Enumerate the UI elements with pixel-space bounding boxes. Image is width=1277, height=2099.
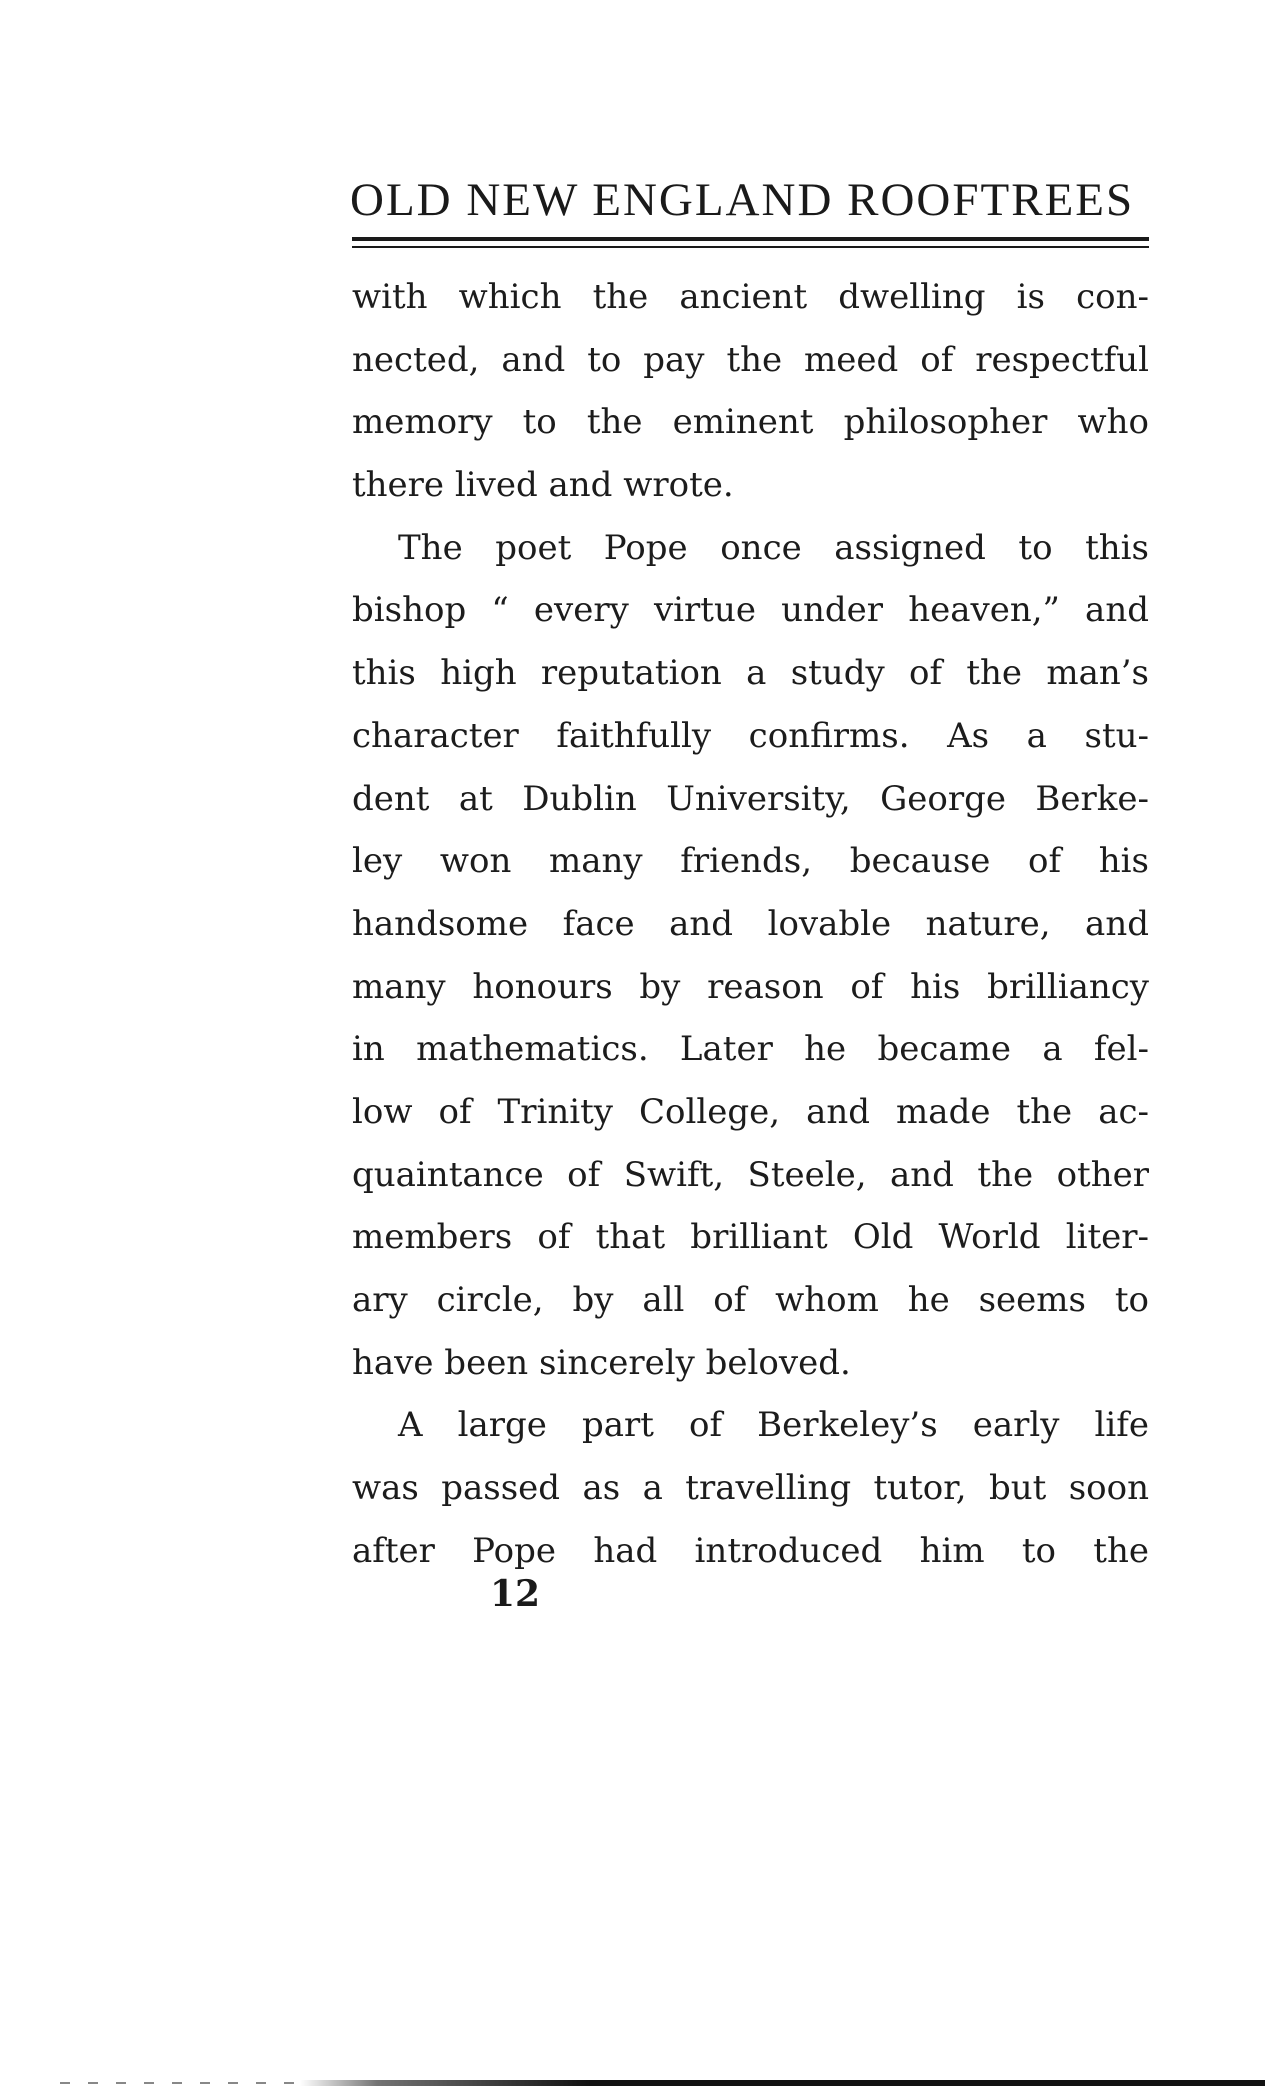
text-line: in mathematics. Later he became a fel- [352, 1029, 1149, 1070]
text-line: bishop “ every virtue under heaven,” and [352, 590, 1149, 631]
text-line: A large part of Berkeley’s early life [398, 1405, 1149, 1446]
text-line: there lived and wrote. [352, 465, 734, 506]
text-line: quaintance of Swift, Steele, and the other [352, 1154, 1149, 1195]
text-line: members of that brilliant Old World liter- [352, 1217, 1149, 1258]
running-header: OLD NEW ENGLAND ROOFTREES [350, 174, 1135, 226]
text-line: after Pope had introduced him to the [352, 1530, 1149, 1571]
body-text [352, 266, 1149, 1582]
page-number: 12 [490, 1573, 541, 1615]
text-line: The poet Pope once assigned to this [398, 527, 1149, 568]
scan-edge-dashes [60, 2082, 300, 2084]
text-line: handsome face and lovable nature, and [352, 903, 1149, 944]
text-line: have been sincerely beloved. [352, 1342, 851, 1383]
header-rule-thin [352, 246, 1149, 248]
scan-edge-line [300, 2080, 1265, 2086]
text-line: character faithfully confirms. As a stu- [352, 715, 1149, 756]
header-rule-thick [352, 237, 1149, 241]
text-line: was passed as a travelling tutor, but soon [352, 1468, 1149, 1509]
text-line: memory to the eminent philosopher who [352, 402, 1149, 443]
text-line: ley won many friends, because of his [352, 841, 1149, 882]
text-line: nected, and to pay the meed of respectful [352, 339, 1149, 380]
text-line: low of Trinity College, and made the ac- [352, 1091, 1149, 1132]
text-line: this high reputation a study of the man’s [352, 653, 1149, 694]
text-line: many honours by reason of his brilliancy [352, 966, 1149, 1007]
text-line: with which the ancient dwelling is con- [352, 277, 1149, 317]
text-line: ary circle, by all of whom he seems to [352, 1280, 1149, 1320]
text-line: dent at Dublin University, George Berke- [352, 778, 1149, 819]
